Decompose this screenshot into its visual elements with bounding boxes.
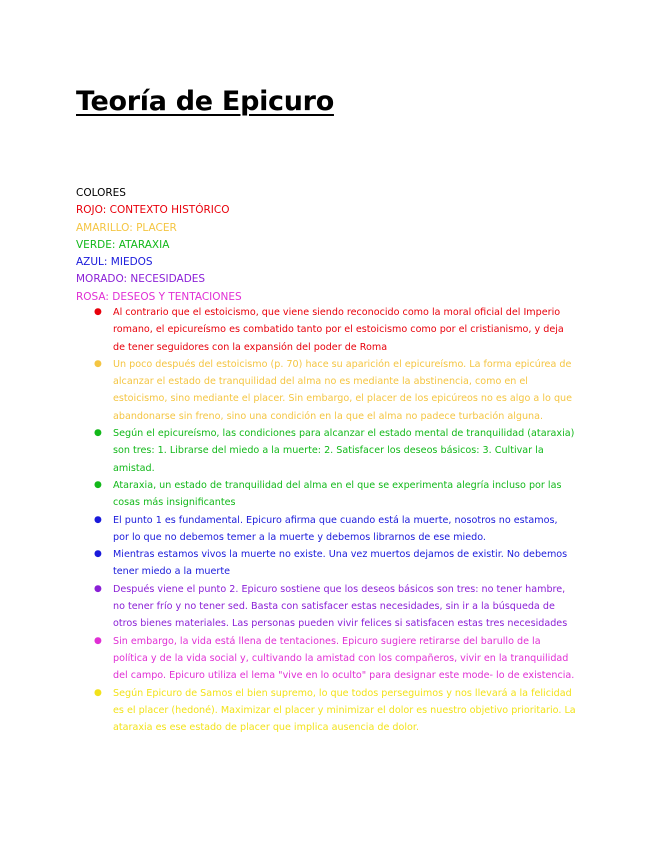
note-item [76, 477, 576, 512]
note-item [76, 425, 576, 477]
bullet-icon: ● [94, 583, 102, 594]
bullet-icon: ● [94, 479, 102, 490]
legend-line: VERDE: ATARAXIA [76, 238, 170, 251]
note-item [76, 685, 576, 737]
bullet-icon: ● [94, 358, 102, 369]
color-legend [76, 185, 242, 306]
notes-list [76, 304, 576, 736]
note-text: Un poco después del estoicismo (p. 70) hace su aparición el epicureísmo. La forma epicúrea de alcanzar el estado de tranquilidad del alma no es mediante la abstinencia, como en el estoicismo, sino mediante el placer. Sin embargo, el placer de los epicúreos no es algo a lo que abandonarse sin freno, sino una condición en la que el alma no padece turbación alguna. [113, 358, 573, 422]
note-text: Después viene el punto 2. Epicuro sostiene que los deseos básicos son tres: no tener hambre, no tener frío y no tener sed. Basta con satisfacer estas necesidades, sin ir a la búsqueda de otros bienes materiales. Las personas pueden vivir felices si satisfacen estas tres necesidades [113, 583, 568, 630]
note-item [76, 512, 576, 547]
bullet-icon: ● [94, 687, 102, 698]
note-item [76, 304, 576, 356]
note-text: Según el epicureísmo, las condiciones para alcanzar el estado mental de tranquilidad (ataraxia) son tres: 1. Librarse del miedo a la muerte: 2. Satisfacer los deseos básicos: 3. Cultivar la amistad. [113, 428, 575, 474]
legend-line: COLORES [76, 187, 126, 199]
legend-line: AZUL: MIEDOS [76, 256, 153, 269]
page-title: Teoría de Epicuro [76, 86, 334, 117]
note-text: Mientras estamos vivos la muerte no existe. Una vez muertos dejamos de existir. No debemos tener miedo a la muerte [113, 549, 568, 578]
legend-line: ROSA: DESEOS Y TENTACIONES [76, 290, 242, 303]
note-item [76, 633, 576, 685]
note-text: Al contrario que el estoicismo, que viene siendo reconocido como la moral oficial del Imperio romano, el epicureísmo es combatido tanto por el estoicismo como por el cristianismo, y deja de tener seguidores con la expansión del poder de Roma [113, 307, 564, 353]
legend-line: ROJO: CONTEXTO HISTÓRICO [76, 204, 230, 217]
bullet-icon: ● [94, 514, 102, 525]
note-item [76, 581, 576, 633]
bullet-icon: ● [94, 549, 102, 560]
note-text: El punto 1 es fundamental. Epicuro afirma que cuando está la muerte, nosotros no estamos, por lo que no debemos temer a la muerte y debemos librarnos de ese miedo. [113, 514, 558, 543]
note-text: Sin embargo, la vida está llena de tentaciones. Epicuro sugiere retirarse del barullo de la política y de la vida social y, cultivando la amistad con los compañeros, vivir en la tranquilidad del campo. Epicuro utiliza el lema "vive en lo oculto" para designar este mode- lo de existencia. [113, 635, 575, 682]
bullet-icon: ● [94, 635, 102, 646]
bullet-icon: ● [94, 307, 102, 317]
note-item [76, 356, 576, 425]
note-text: Según Epicuro de Samos el bien supremo, lo que todos perseguimos y nos llevará a la felicidad es el placer (hedoné). Maximizar el placer y minimizar el dolor es nuestro objetivo prioritario. La ataraxia es ese estado de placer que implica ausencia de dolor. [113, 687, 576, 734]
legend-line: AMARILLO: PLACER [76, 221, 177, 234]
bullet-icon: ● [94, 428, 102, 439]
note-text: Ataraxia, un estado de tranquilidad del alma en el que se experimenta alegría incluso por las cosas más insignificantes [113, 479, 562, 509]
note-item [76, 546, 576, 581]
legend-line: MORADO: NECESIDADES [76, 273, 206, 286]
